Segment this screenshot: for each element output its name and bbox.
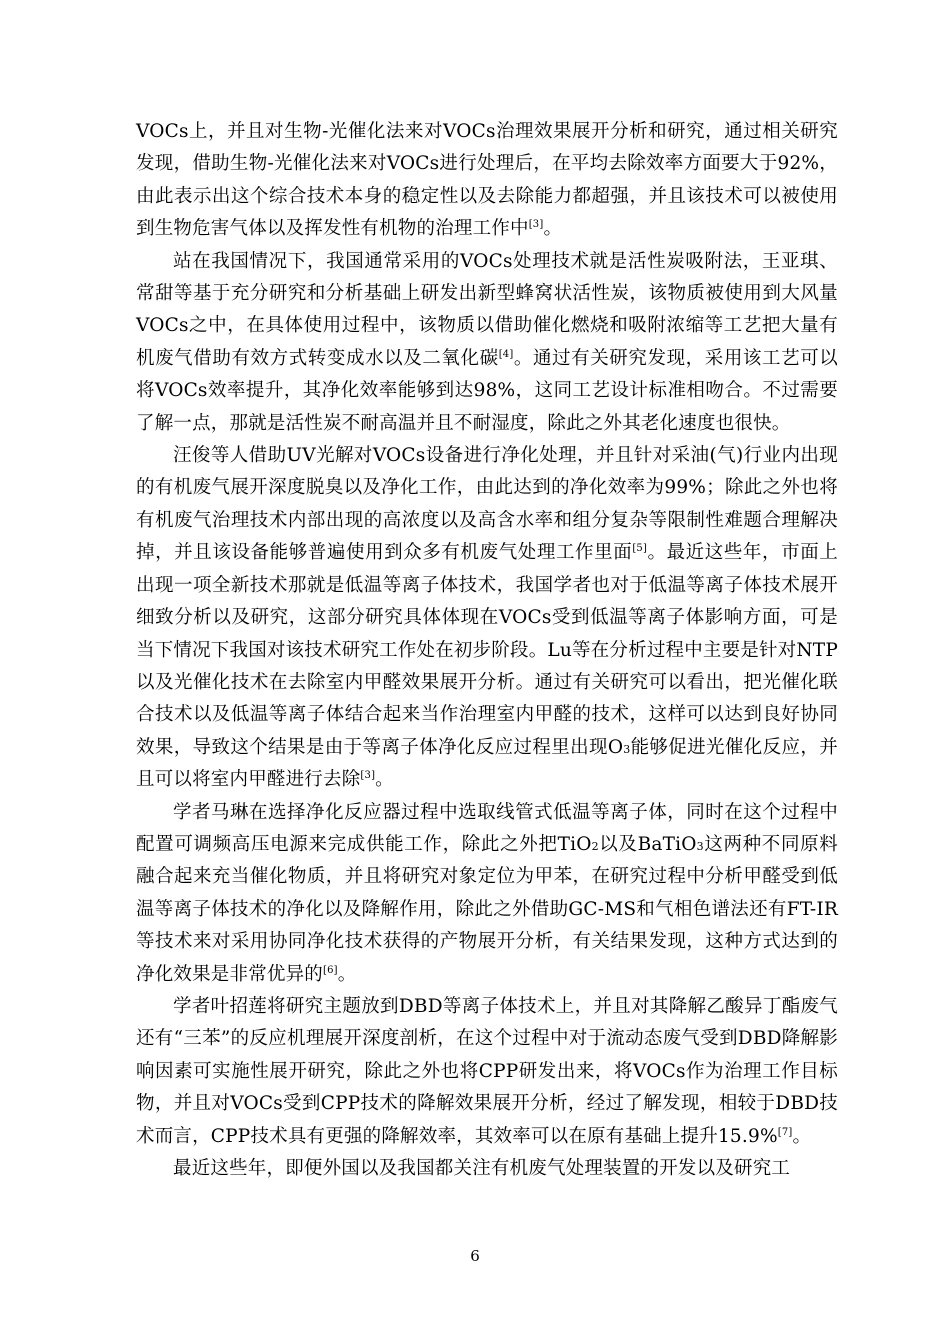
subscript: 2 bbox=[591, 839, 599, 853]
paragraph bbox=[136, 246, 838, 440]
subscript: 3 bbox=[623, 742, 631, 756]
paragraph-text: 。 bbox=[543, 218, 563, 240]
paragraph-text: VOCs上，并且对生物-光催化法来对VOCs治理效果展开分析和研究，通过相关研究发现，借助生物-光催化法来对VOCs进行处理后，在平均去除效率方面要大于92%，由此表示出这个综合技术本身的稳定性以及去除能力都超强，并且该技术可以被使用到生物危害气体以及挥发性有机物的治理工作中 bbox=[136, 121, 838, 240]
paragraph bbox=[136, 116, 838, 246]
document-body bbox=[136, 116, 838, 1185]
paragraph bbox=[136, 991, 838, 1153]
paragraph-text: 最近这些年，即便外国以及我国都关注有机废气处理装置的开发以及研究工 bbox=[173, 1158, 791, 1179]
paragraph-text: 。 bbox=[375, 769, 394, 791]
paragraph-text: 这两种不同原料融合起来充当催化物质，并且将研究对象定位为甲苯，在研究过程中分析甲醛受到低温等离子体技术的净化以及降解作用，除此之外借助GC-MS和气相色谱法还有FT-IR等技术来对采用协同净化技术获得的产物展开分析，有关结果发现，这种方式达到的净化效果是非常优异的 bbox=[136, 833, 838, 985]
paragraph-text: 。 bbox=[337, 963, 357, 985]
paragraph-text: 学者马琳在选择净化反应器过程中选取线管式低温等离子体，同时在这个过程中配置可调频高压电源来完成供能工作，除此之外把TiO bbox=[136, 801, 838, 855]
paragraph-text: 。 bbox=[792, 1125, 812, 1147]
paragraph-text: 。通过有关研究发现，采用该工艺可以将VOCs效率提升，其净化效率能够到达98%，这同工艺设计标准相吻合。不过需要了解一点，那就是活性炭不耐高温并且不耐湿度，除此之外其老化速度也很快。 bbox=[136, 347, 838, 434]
citation-reference: [3] bbox=[528, 219, 544, 231]
citation-reference: [4] bbox=[498, 348, 514, 360]
paragraph-text: 。最近这些年，市面上出现一项全新技术那就是低温等离子体技术，我国学者也对于低温等离子体技术展开细致分析以及研究，这部分研究具体体现在VOCs受到低温等离子体影响方面，可是当下情况下我国对该技术研究工作处在初步阶段。Lu等在分析过程中主要是针对NTP以及光催化技术在去除室内甲醛效果展开分析。通过有关研究可以看出，把光催化联合技术以及低温等离子体结合起来当作治理室内甲醛的技术，这样可以达到良好协同效果，导致这个结果是由于等离子体净化反应过程里出现O bbox=[136, 542, 838, 758]
citation-reference: [3] bbox=[360, 770, 376, 782]
citation-reference: [5] bbox=[632, 543, 648, 555]
paragraph-text: 以及BaTiO bbox=[598, 833, 697, 855]
paragraph-text: 学者叶招莲将研究主题放到DBD等离子体技术上，并且对其降解乙酸异丁酯废气还有“三苯”的反应机理展开深度剖析，在这个过程中对于流动态废气受到DBD降解影响因素可实施性展开研究，除此之外也将CPP研发出来，将VOCs作为治理工作目标物，并且对VOCs受到CPP技术的降解效果展开分析，经过了解发现，相较于DBD技术而言，CPP技术具有更强的降解效率，其效率可以在原有基础上提升15.9% bbox=[136, 995, 838, 1147]
paragraph-text: 汪俊等人借助UV光解对VOCs设备进行净化处理，并且针对采油(气)行业内出现的有机废气展开深度脱臭以及净化工作，由此达到的净化效率为99%；除此之外也将有机废气治理技术内部出现的高浓度以及高含水率和组分复杂等限制性难题合理解决掉，并且该设备能够普遍使用到众多有机废气处理工作里面 bbox=[136, 445, 838, 564]
subscript: 3 bbox=[696, 839, 704, 853]
paragraph bbox=[136, 797, 838, 991]
paragraph-text: 能够促进光催化反应，并且可以将室内甲醛进行去除 bbox=[136, 736, 838, 791]
citation-reference: [6] bbox=[323, 964, 338, 976]
paragraph bbox=[136, 440, 838, 796]
paragraph-text: 站在我国情况下，我国通常采用的VOCs处理技术就是活性炭吸附法，王亚琪、常甜等基于充分研究和分析基础上研发出新型蜂窝状活性炭，该物质被使用到大风量VOCs之中，在具体使用过程中，该物质以借助催化燃烧和吸附浓缩等工艺把大量有机废气借助有效方式转变成水以及二氧化碳 bbox=[136, 250, 838, 369]
citation-reference: [7] bbox=[777, 1126, 793, 1138]
page-number: 6 bbox=[470, 1247, 480, 1265]
paragraph bbox=[136, 1153, 838, 1185]
